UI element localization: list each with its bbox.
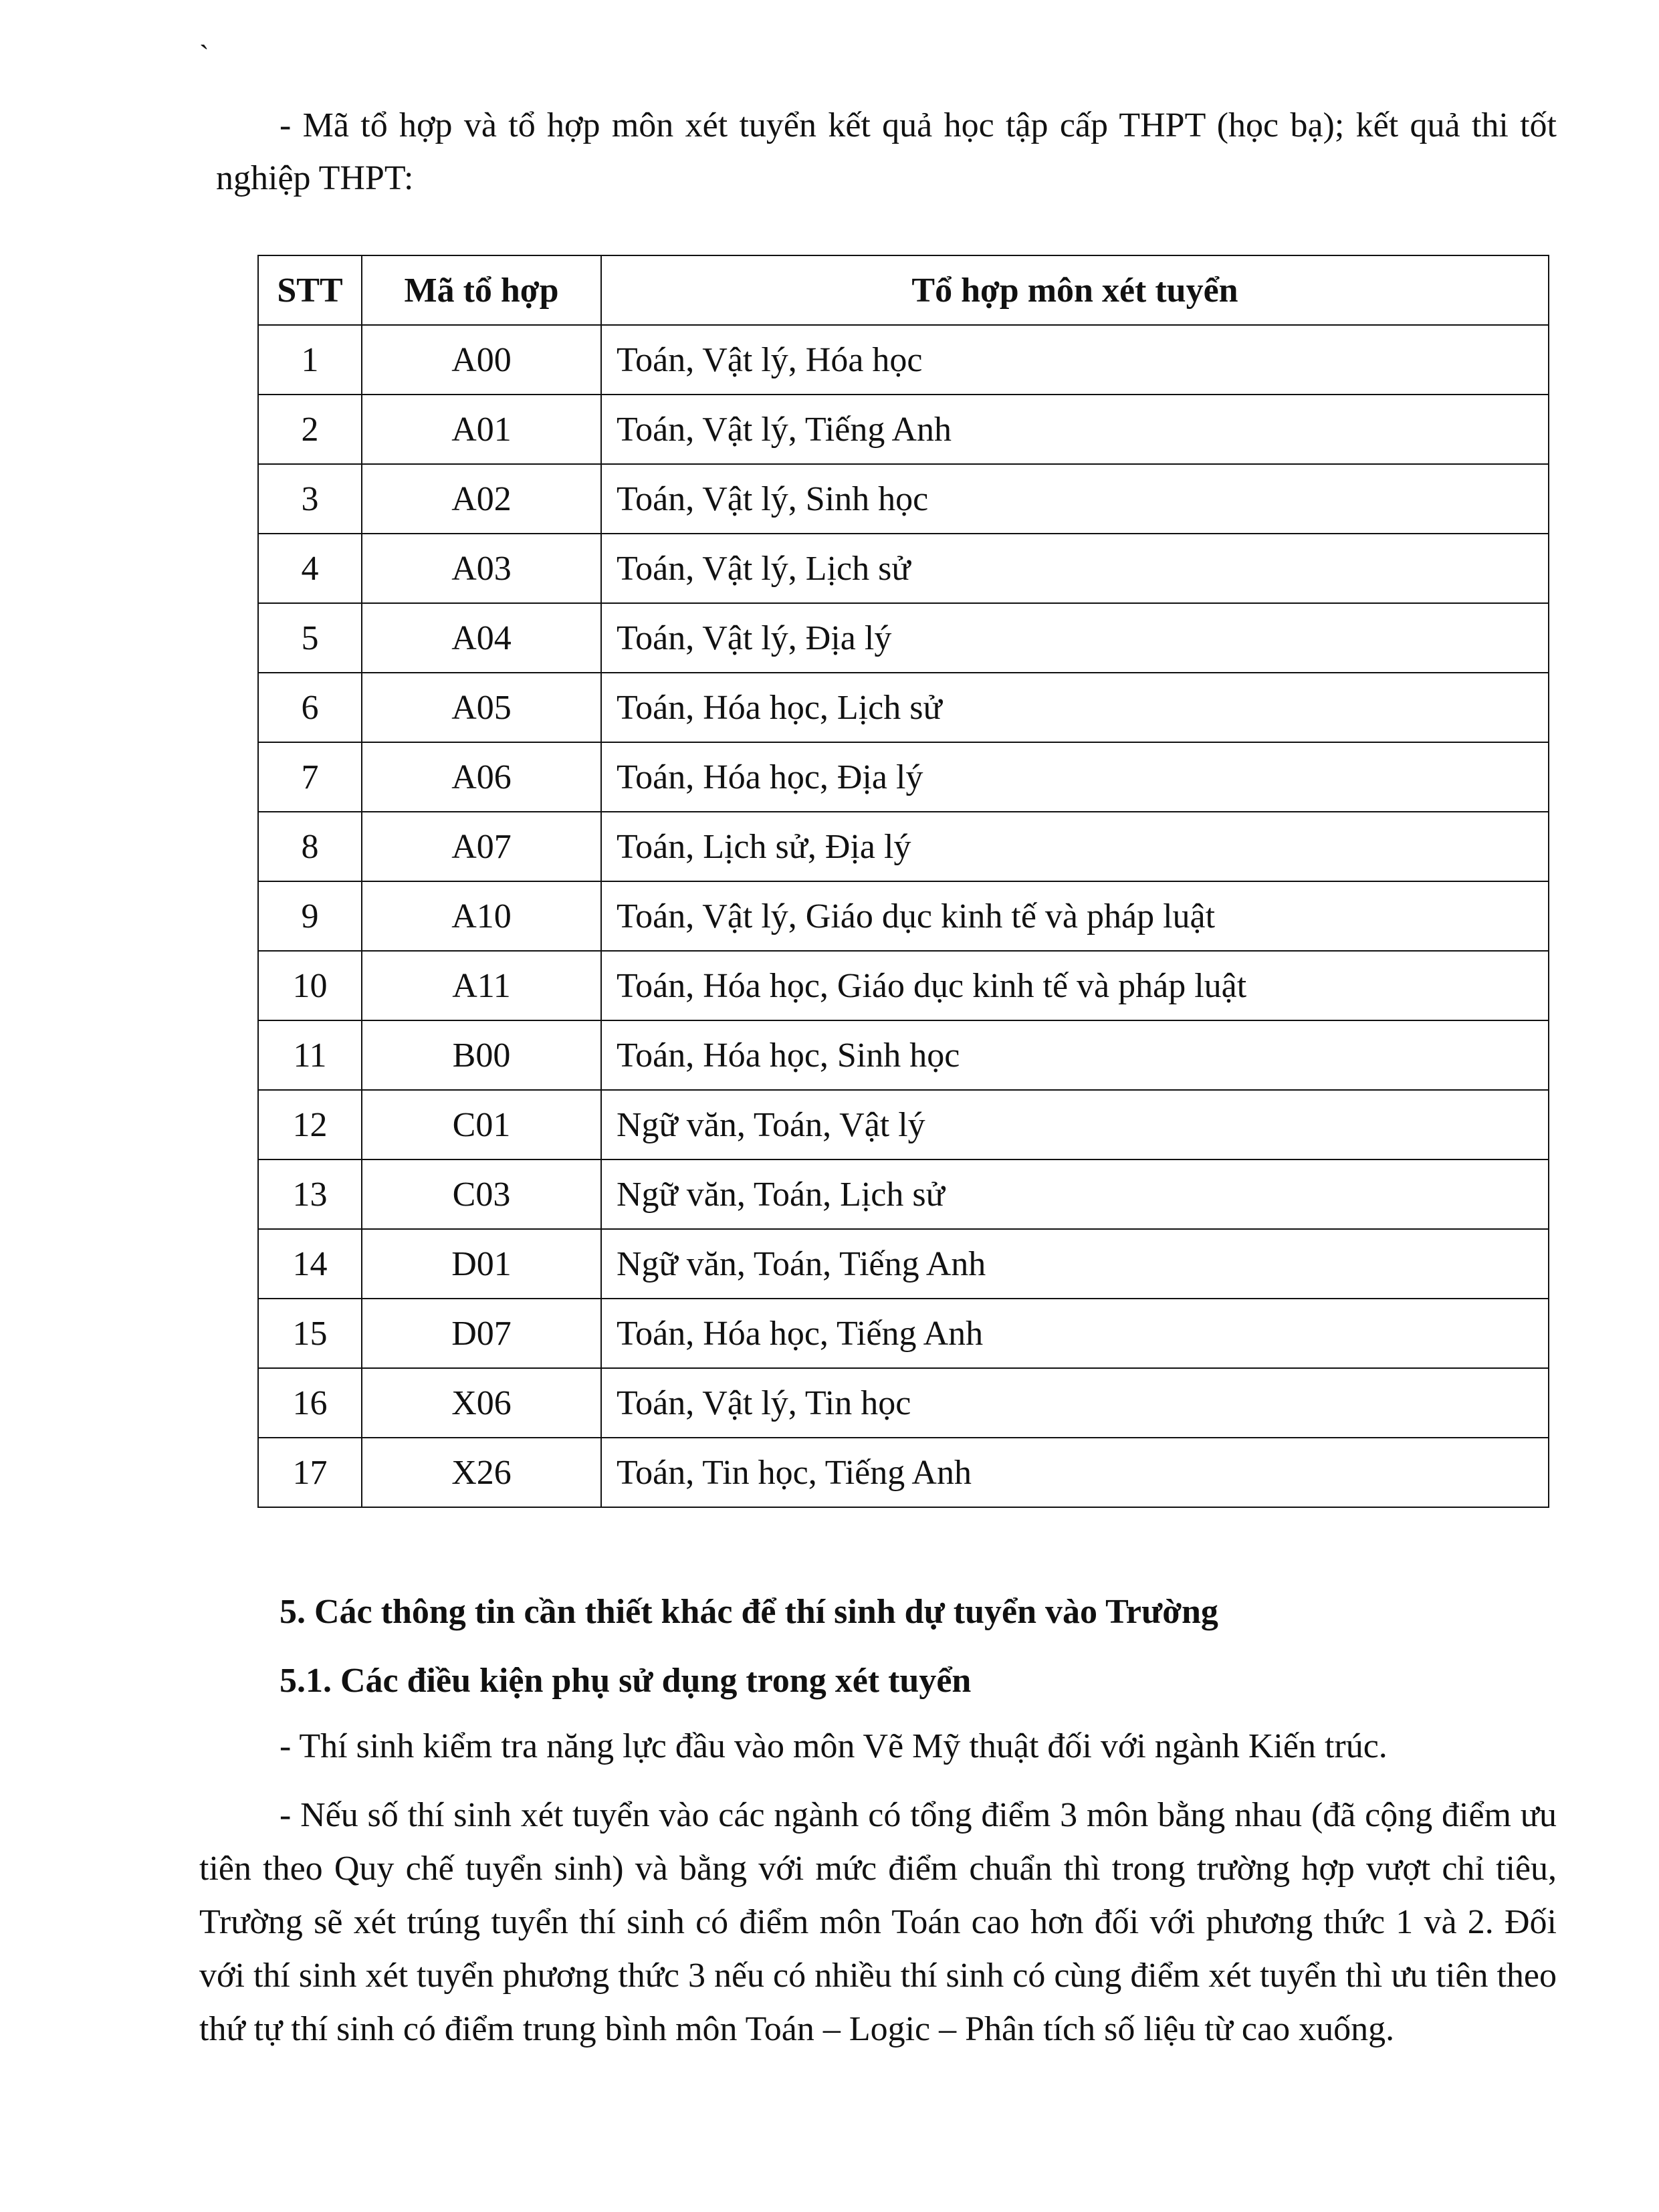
table-row <box>258 395 1549 464</box>
cell-subjects: Toán, Hóa học, Địa lý <box>601 742 1549 812</box>
cell-subjects: Ngữ văn, Toán, Tiếng Anh <box>601 1229 1549 1299</box>
cell-combo-code: D01 <box>362 1229 601 1299</box>
cell-stt: 10 <box>258 951 362 1020</box>
cell-combo-code: X26 <box>362 1438 601 1507</box>
cell-combo-code: A03 <box>362 534 601 603</box>
cell-subjects: Toán, Vật lý, Địa lý <box>601 603 1549 673</box>
cell-stt: 2 <box>258 395 362 464</box>
table-row <box>258 325 1549 395</box>
table-header-row <box>258 255 1549 325</box>
cell-stt: 15 <box>258 1299 362 1368</box>
cell-stt: 14 <box>258 1229 362 1299</box>
cell-subjects: Toán, Lịch sử, Địa lý <box>601 812 1549 881</box>
cell-subjects: Toán, Vật lý, Tiếng Anh <box>601 395 1549 464</box>
cell-combo-code: A10 <box>362 881 601 951</box>
paragraph-tie-break-rule: - Nếu số thí sinh xét tuyển vào các ngành có tổng điểm 3 môn bằng nhau (đã cộng điểm ưu tiên theo Quy chế tuyển sinh) và bằng với mức điểm chuẩn thì trong trường hợp vượt chỉ tiêu, Trường sẽ xét trúng tuyển thí sinh có điểm môn Toán cao hơn đối với phương thức 1 và 2. Đối với thí sinh xét tuyển phương thức 3 nếu có nhiều thí sinh có cùng điểm xét tuyển thì ưu tiên theo thứ tự thí sinh có điểm trung bình môn Toán – Logic – Phân tích số liệu từ cao xuống. <box>199 1796 1557 2048</box>
cell-subjects: Toán, Hóa học, Lịch sử <box>601 673 1549 742</box>
cell-combo-code: A02 <box>362 464 601 534</box>
table-row <box>258 464 1549 534</box>
table-row <box>258 742 1549 812</box>
cell-subjects: Toán, Hóa học, Sinh học <box>601 1020 1549 1090</box>
cell-combo-code: D07 <box>362 1299 601 1368</box>
table-row <box>258 603 1549 673</box>
table-row <box>258 1368 1549 1438</box>
cell-stt: 9 <box>258 881 362 951</box>
table-row <box>258 534 1549 603</box>
header-combo-subjects: Tổ hợp môn xét tuyển <box>601 255 1549 325</box>
table-row <box>258 1159 1549 1229</box>
table-row <box>258 812 1549 881</box>
table-row <box>258 1020 1549 1090</box>
table-row <box>258 1299 1549 1368</box>
intro-paragraph: - Mã tổ hợp và tổ hợp môn xét tuyển kết quả học tập cấp THPT (học bạ); kết quả thi tốt nghiệp THPT: <box>216 106 1557 197</box>
table-row <box>258 1090 1549 1159</box>
cell-stt: 13 <box>258 1159 362 1229</box>
table-row <box>258 951 1549 1020</box>
table-row <box>258 673 1549 742</box>
cell-subjects: Toán, Vật lý, Lịch sử <box>601 534 1549 603</box>
cell-combo-code: A11 <box>362 951 601 1020</box>
cell-subjects: Toán, Vật lý, Tin học <box>601 1368 1549 1438</box>
subject-combination-table <box>257 255 1549 1508</box>
cell-subjects: Toán, Vật lý, Giáo dục kinh tế và pháp luật <box>601 881 1549 951</box>
cell-combo-code: A06 <box>362 742 601 812</box>
section-5-heading: 5. Các thông tin cần thiết khác để thí sinh dự tuyển vào Trường <box>280 1593 1218 1631</box>
cell-subjects: Toán, Vật lý, Hóa học <box>601 325 1549 395</box>
table-row <box>258 1229 1549 1299</box>
cell-stt: 6 <box>258 673 362 742</box>
cell-combo-code: A07 <box>362 812 601 881</box>
cell-stt: 17 <box>258 1438 362 1507</box>
cell-stt: 5 <box>258 603 362 673</box>
cell-stt: 4 <box>258 534 362 603</box>
section-5-1-heading: 5.1. Các điều kiện phụ sử dụng trong xét tuyển <box>280 1662 972 1700</box>
cell-subjects: Toán, Vật lý, Sinh học <box>601 464 1549 534</box>
cell-combo-code: C01 <box>362 1090 601 1159</box>
cell-stt: 3 <box>258 464 362 534</box>
table-row <box>258 881 1549 951</box>
cell-combo-code: B00 <box>362 1020 601 1090</box>
table-row <box>258 1438 1549 1507</box>
cell-combo-code: A05 <box>362 673 601 742</box>
header-stt: STT <box>258 255 362 325</box>
cell-subjects: Ngữ văn, Toán, Vật lý <box>601 1090 1549 1159</box>
cell-stt: 12 <box>258 1090 362 1159</box>
cell-combo-code: A00 <box>362 325 601 395</box>
cell-combo-code: X06 <box>362 1368 601 1438</box>
header-combo-code: Mã tổ hợp <box>362 255 601 325</box>
cell-stt: 1 <box>258 325 362 395</box>
cell-combo-code: A04 <box>362 603 601 673</box>
cell-subjects: Toán, Hóa học, Giáo dục kinh tế và pháp luật <box>601 951 1549 1020</box>
cell-subjects: Ngữ văn, Toán, Lịch sử <box>601 1159 1549 1229</box>
cell-combo-code: A01 <box>362 395 601 464</box>
cell-subjects: Toán, Tin học, Tiếng Anh <box>601 1438 1549 1507</box>
stray-mark: ` <box>199 39 209 72</box>
paragraph-drawing-test: - Thí sinh kiểm tra năng lực đầu vào môn Vẽ Mỹ thuật đối với ngành Kiến trúc. <box>280 1727 1388 1765</box>
cell-stt: 16 <box>258 1368 362 1438</box>
cell-stt: 11 <box>258 1020 362 1090</box>
cell-combo-code: C03 <box>362 1159 601 1229</box>
cell-subjects: Toán, Hóa học, Tiếng Anh <box>601 1299 1549 1368</box>
cell-stt: 8 <box>258 812 362 881</box>
cell-stt: 7 <box>258 742 362 812</box>
